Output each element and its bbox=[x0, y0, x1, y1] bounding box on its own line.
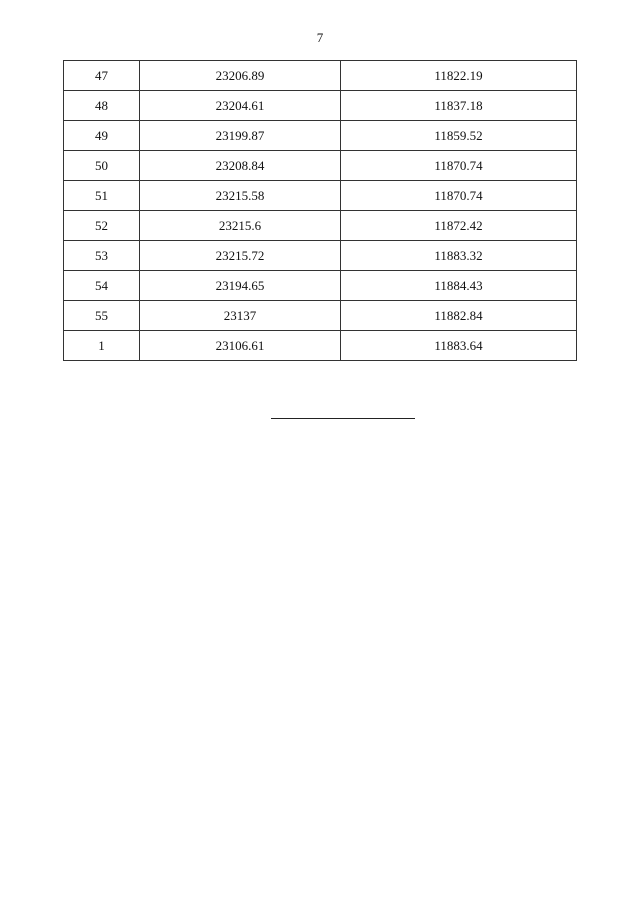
point-number-cell: 1 bbox=[64, 331, 140, 361]
table-row bbox=[64, 271, 577, 301]
coordinates-table bbox=[63, 60, 577, 361]
y-coordinate-cell: 11859.52 bbox=[341, 121, 577, 151]
y-coordinate-cell: 11837.18 bbox=[341, 91, 577, 121]
page-number: 7 bbox=[316, 30, 324, 45]
y-coordinate-cell: 11884.43 bbox=[341, 271, 577, 301]
table-row bbox=[64, 301, 577, 331]
point-number-cell: 48 bbox=[64, 91, 140, 121]
point-number-cell: 47 bbox=[64, 61, 140, 91]
table-row bbox=[64, 121, 577, 151]
x-coordinate-cell: 23204.61 bbox=[140, 91, 341, 121]
point-number-cell: 49 bbox=[64, 121, 140, 151]
point-number-cell: 50 bbox=[64, 151, 140, 181]
table-row bbox=[64, 61, 577, 91]
x-coordinate-cell: 23194.65 bbox=[140, 271, 341, 301]
y-coordinate-cell: 11883.32 bbox=[341, 241, 577, 271]
y-coordinate-cell: 11822.19 bbox=[341, 61, 577, 91]
x-coordinate-cell: 23206.89 bbox=[140, 61, 341, 91]
x-coordinate-cell: 23199.87 bbox=[140, 121, 341, 151]
end-of-document-rule bbox=[271, 418, 415, 419]
table-row bbox=[64, 331, 577, 361]
table-row bbox=[64, 91, 577, 121]
point-number-cell: 55 bbox=[64, 301, 140, 331]
x-coordinate-cell: 23208.84 bbox=[140, 151, 341, 181]
point-number-cell: 54 bbox=[64, 271, 140, 301]
x-coordinate-cell: 23215.58 bbox=[140, 181, 341, 211]
y-coordinate-cell: 11872.42 bbox=[341, 211, 577, 241]
table-row bbox=[64, 211, 577, 241]
y-coordinate-cell: 11870.74 bbox=[341, 151, 577, 181]
table-row bbox=[64, 241, 577, 271]
point-number-cell: 53 bbox=[64, 241, 140, 271]
x-coordinate-cell: 23106.61 bbox=[140, 331, 341, 361]
x-coordinate-cell: 23215.72 bbox=[140, 241, 341, 271]
y-coordinate-cell: 11870.74 bbox=[341, 181, 577, 211]
y-coordinate-cell: 11882.84 bbox=[341, 301, 577, 331]
x-coordinate-cell: 23215.6 bbox=[140, 211, 341, 241]
point-number-cell: 51 bbox=[64, 181, 140, 211]
y-coordinate-cell: 11883.64 bbox=[341, 331, 577, 361]
table-row bbox=[64, 151, 577, 181]
x-coordinate-cell: 23137 bbox=[140, 301, 341, 331]
point-number-cell: 52 bbox=[64, 211, 140, 241]
table-row bbox=[64, 181, 577, 211]
